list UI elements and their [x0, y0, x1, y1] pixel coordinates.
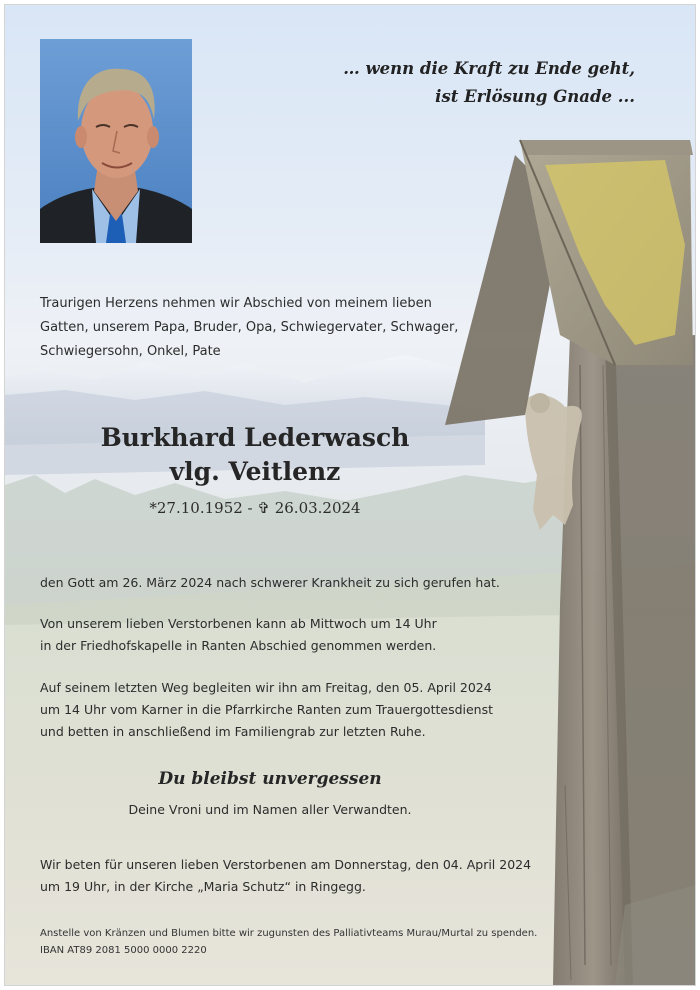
- donation-line-1: Anstelle von Kränzen und Blumen bitte wir zugunsten des Palliativteams Murau/Murtal zu spenden.: [40, 928, 538, 939]
- deceased-name-block: [45, 421, 465, 517]
- deceased-name: Burkhard Lederwasch: [100, 423, 410, 452]
- motto-line-2: ist Erlösung Gnade ...: [435, 87, 635, 106]
- intro-line-1: Traurigen Herzens nehmen wir Abschied von meinem lieben: [40, 296, 432, 311]
- motto-line-1: … wenn die Kraft zu Ende geht,: [343, 59, 635, 78]
- prayer-line-2: um 19 Uhr, in der Kirche „Maria Schutz“ in Ringegg.: [40, 879, 366, 894]
- called-line: den Gott am 26. März 2024 nach schwerer Krankheit zu sich gerufen hat.: [40, 575, 500, 590]
- unforgotten-heading: Du bleibst unvergessen: [158, 769, 382, 789]
- obituary-card: [4, 4, 696, 986]
- iban-line: IBAN AT89 2081 5000 0000 2220: [40, 945, 207, 956]
- funeral-line-2: um 14 Uhr vom Karner in die Pfarrkirche Ranten zum Trauergottesdienst: [40, 702, 494, 717]
- called-text: [40, 572, 560, 594]
- intro-text: [40, 292, 470, 364]
- intro-line-2: Gatten, unserem Papa, Bruder, Opa, Schwiegervater, Schwager,: [40, 320, 459, 335]
- deceased-alias: vlg. Veitlenz: [169, 457, 341, 486]
- signature-line: Deine Vroni und im Namen aller Verwandten.: [128, 802, 412, 817]
- donation-note: [40, 925, 600, 959]
- prayer-line-1: Wir beten für unseren lieben Verstorbenen am Donnerstag, den 04. April 2024: [40, 857, 532, 872]
- funeral-line-1: Auf seinem letzten Weg begleiten wir ihn am Freitag, den 05. April 2024: [40, 680, 492, 695]
- farewell-line-1: Von unserem lieben Verstorbenen kann ab Mittwoch um 14 Uhr: [40, 616, 437, 631]
- intro-line-3: Schwiegersohn, Onkel, Pate: [40, 344, 221, 359]
- funeral-line-3: und betten in anschließend im Familiengrab zur letzten Ruhe.: [40, 724, 426, 739]
- motto-quote: [343, 55, 635, 111]
- farewell-text: [40, 613, 560, 657]
- farewell-line-2: in der Friedhofskapelle in Ranten Abschied genommen werden.: [40, 638, 437, 653]
- life-dates: *27.10.1952 - ✞ 26.03.2024: [149, 499, 361, 517]
- prayer-text: [40, 854, 560, 898]
- funeral-text: [40, 677, 560, 743]
- portrait-photo: [40, 39, 192, 243]
